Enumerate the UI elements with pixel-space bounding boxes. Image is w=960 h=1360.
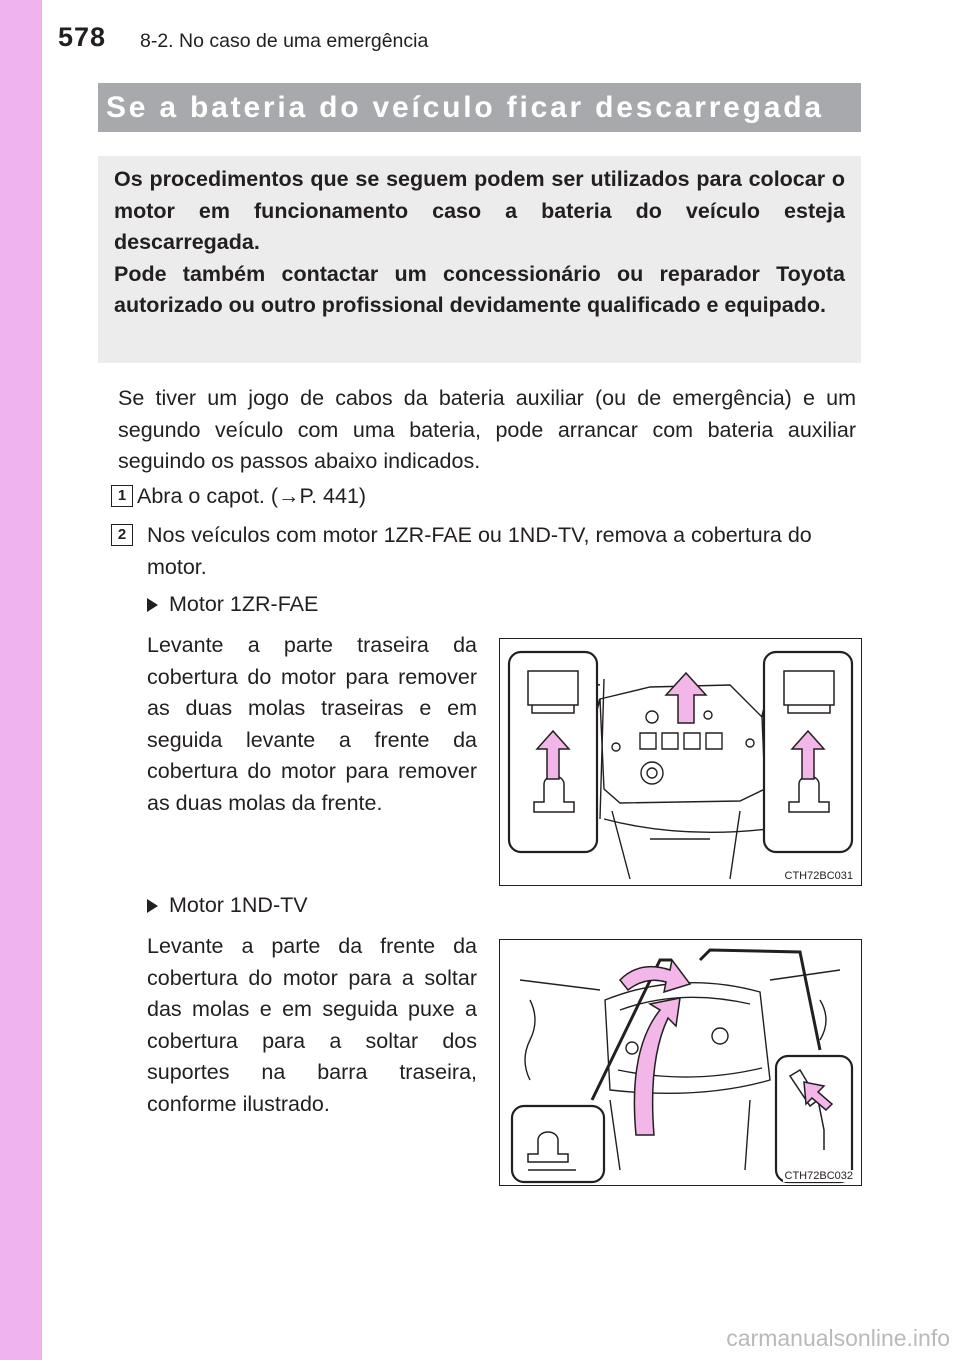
step-text-2-content: Nos veículos com motor 1ZR-FAE ou 1ND-TV, remova a cobertura do motor. — [147, 523, 812, 579]
figure-code-1zr: CTH72BC031 — [784, 870, 853, 882]
engine-cover-1zr-illustration — [499, 638, 862, 886]
step-text-1: Abra o capot. (→P. 441) — [137, 484, 367, 508]
engine-heading-1zr-label: Motor 1ZR-FAE — [169, 592, 319, 616]
intro-paragraph-2: Pode também contactar um concessionário ou reparador Toyota autorizado ou outro profissional devidamente qualificado e equipado. — [114, 261, 845, 317]
engine-text-1zr: Levante a parte traseira da cobertura do motor para remover as duas molas traseiras e em seguida levante a frente da cobertura do motor para remover as duas molas da frente. — [147, 633, 477, 815]
body-paragraph: Se tiver um jogo de cabos da bateria auxiliar (ou de emergência) e um segundo veículo com uma bateria, pode arrancar com bateria auxiliar seguindo os passos abaixo indicados. — [118, 386, 856, 473]
engine-heading-1nd-label: Motor 1ND-TV — [169, 893, 308, 917]
triangle-bullet-icon — [147, 598, 158, 612]
engine-heading-1nd — [147, 893, 308, 918]
engine-cover-1nd-illustration — [499, 939, 862, 1186]
step-number-2: 2 — [111, 524, 133, 546]
intro-box — [98, 156, 861, 363]
intro-paragraph-1: Os procedimentos que se seguem podem ser utilizados para colocar o motor em funcionamento caso a bateria do veículo esteja descarregada. — [114, 167, 845, 254]
engine-heading-1zr — [147, 592, 318, 617]
step-text-2 — [147, 520, 855, 583]
figure-code-1nd: CTH72BC032 — [784, 1170, 853, 1182]
chapter-color-strip — [0, 0, 42, 1360]
title-bar — [98, 83, 861, 132]
section-header: 8-2. No caso de uma emergência — [140, 30, 429, 52]
engine-1zr-drawing — [500, 639, 861, 885]
page-number: 578 — [58, 22, 107, 52]
engine-1nd-drawing — [500, 940, 861, 1185]
page-title: Se a bateria do veículo ficar descarregada — [106, 91, 824, 124]
watermark: carmanualsonline.info — [726, 1325, 950, 1351]
triangle-bullet-icon — [147, 899, 158, 913]
step-number-1: 1 — [111, 485, 133, 507]
engine-text-1nd: Levante a parte da frente da cobertura do motor para a soltar das molas e em seguida puxe a cobertura para a soltar dos suportes na barra traseira, conforme ilustrado. — [147, 934, 477, 1116]
